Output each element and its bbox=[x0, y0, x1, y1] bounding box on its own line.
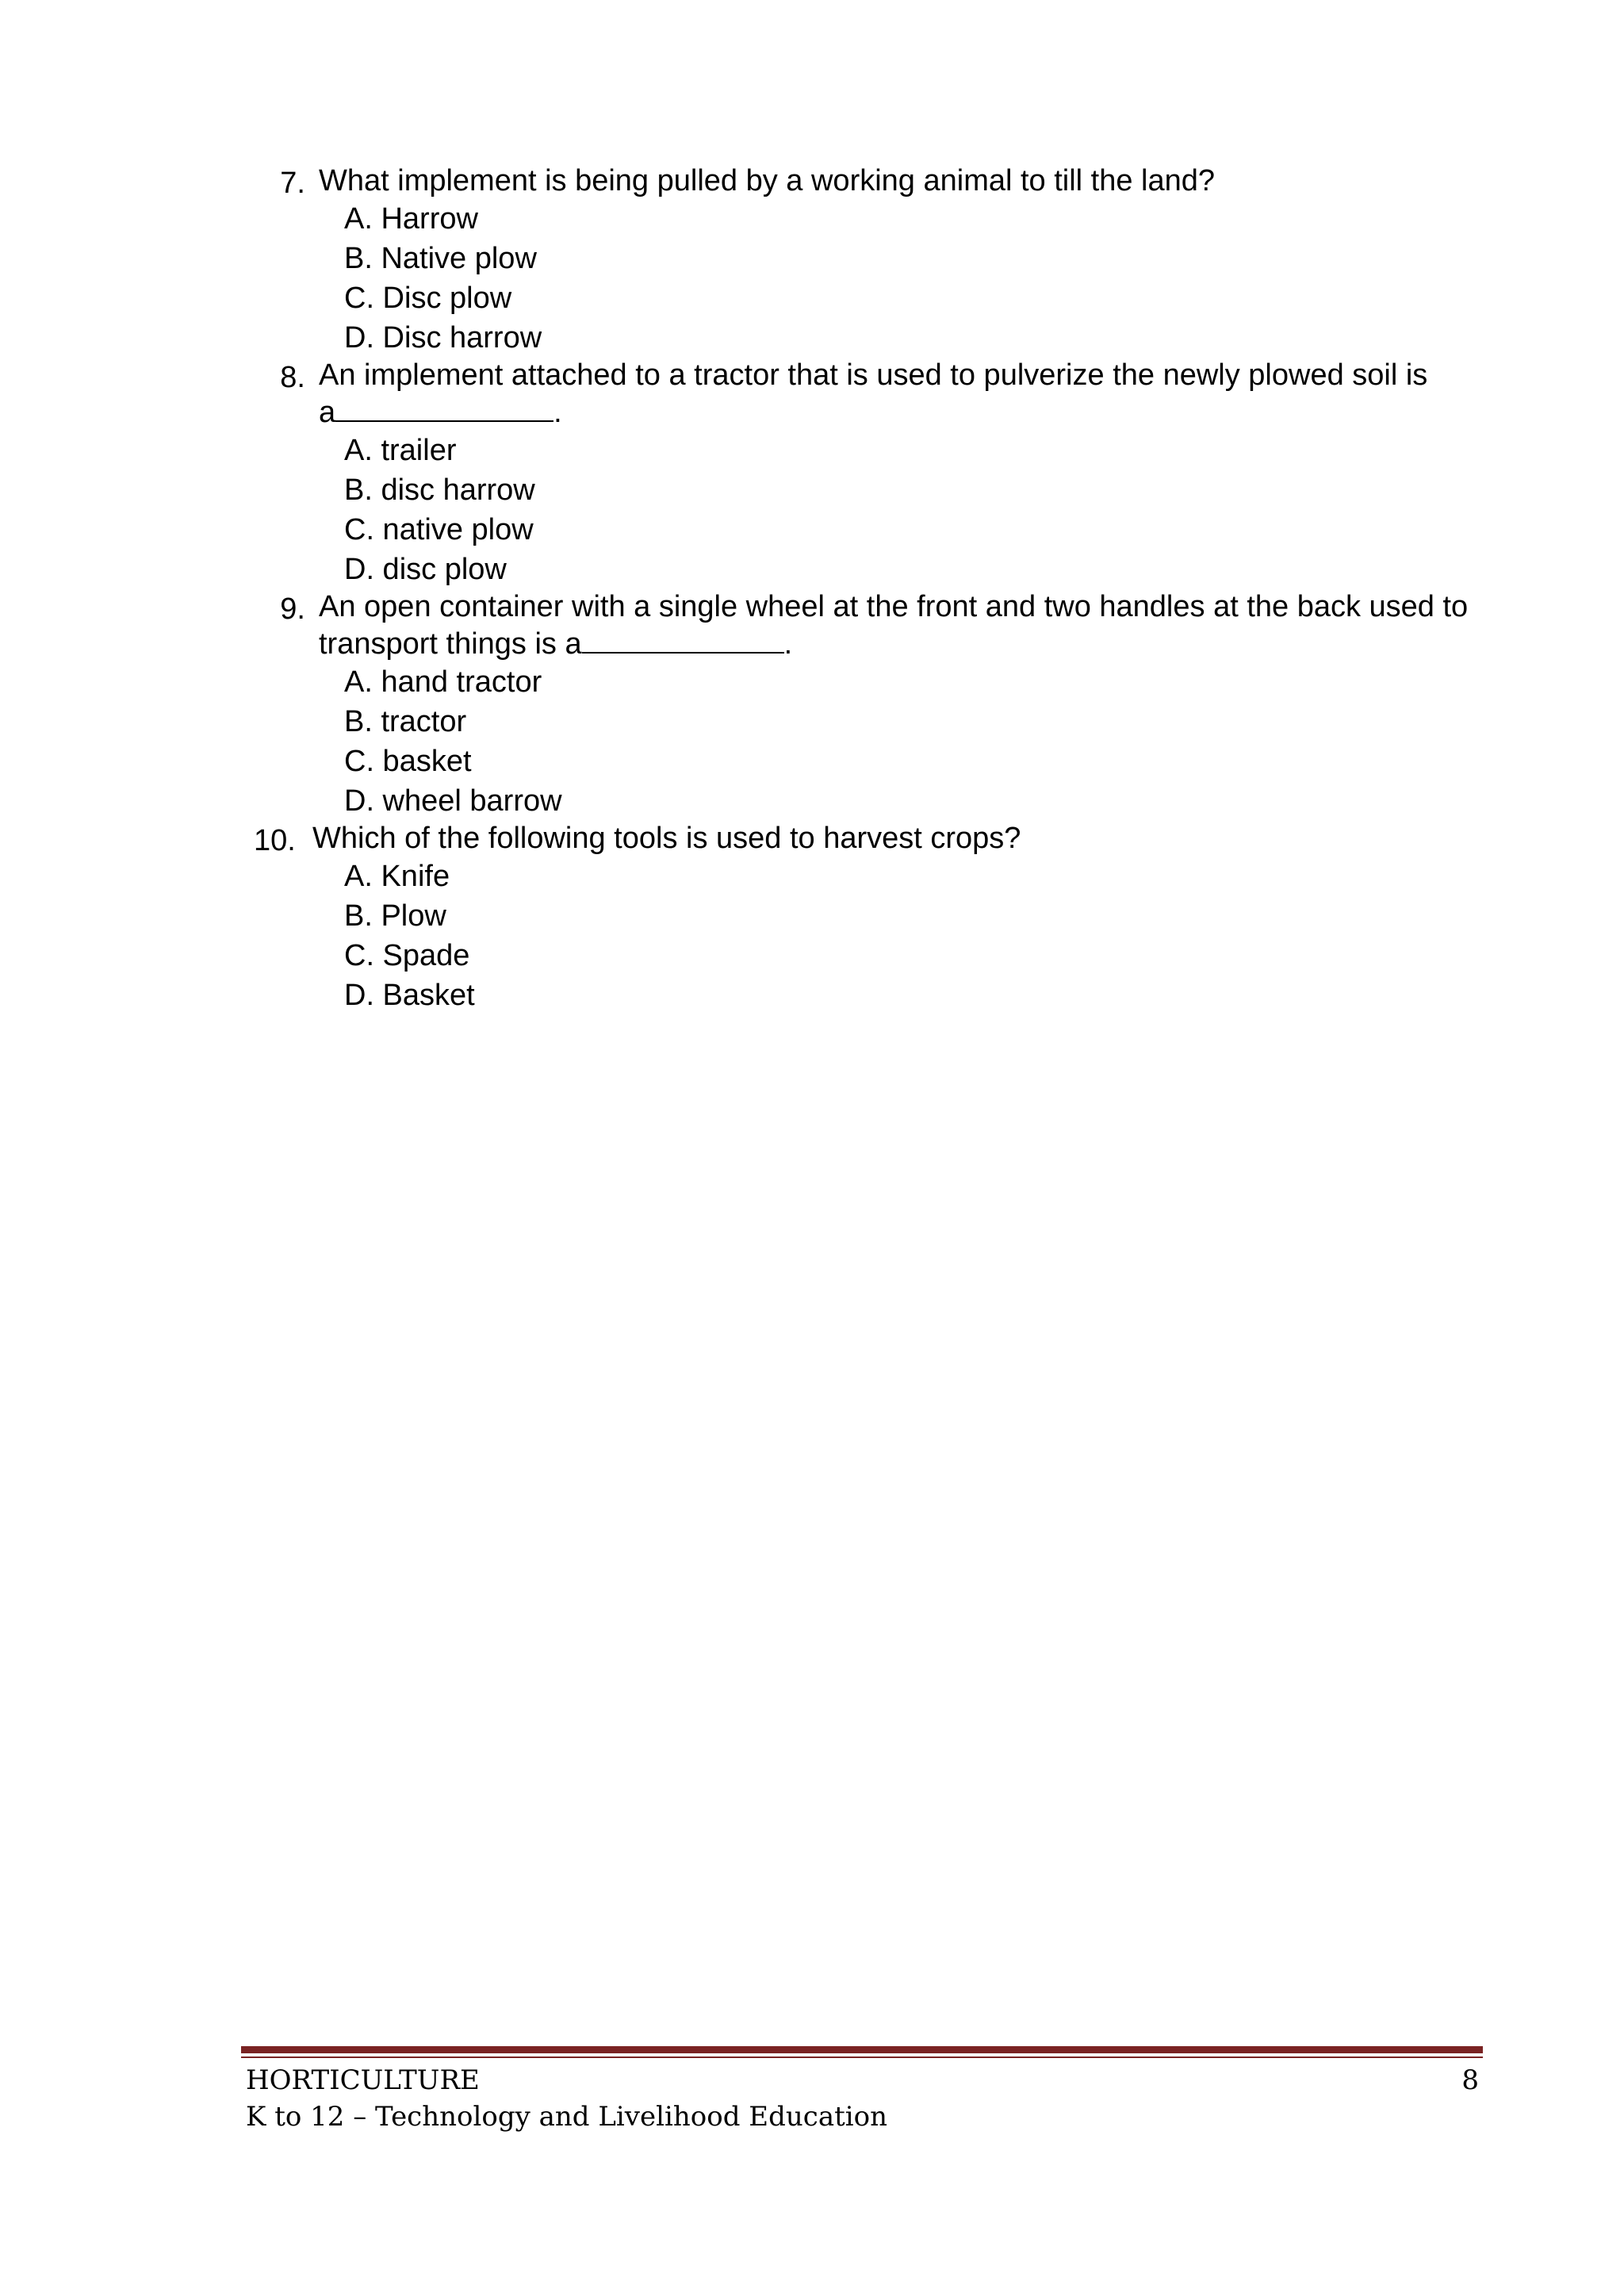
option-d: D. Disc harrow bbox=[344, 321, 542, 355]
question-number: 7. bbox=[280, 167, 305, 200]
option-a: A. hand tractor bbox=[344, 665, 542, 699]
option-d: D. wheel barrow bbox=[344, 784, 562, 818]
question-10 bbox=[254, 821, 1507, 1015]
option-d: D. Basket bbox=[344, 979, 475, 1012]
option-a: A. trailer bbox=[344, 434, 457, 467]
option-b: B. Plow bbox=[344, 899, 446, 933]
question-text-suffix: . bbox=[783, 627, 793, 661]
question-number: 10. bbox=[254, 824, 296, 857]
footer-divider bbox=[241, 2046, 1483, 2058]
question-text: Which of the following tools is used to harvest crops? bbox=[312, 822, 1021, 855]
question-text-line-2 bbox=[319, 393, 1475, 431]
question-7 bbox=[262, 163, 1507, 358]
option-list bbox=[344, 662, 1507, 821]
question-text: What implement is being pulled by a working animal to till the land? bbox=[319, 164, 1216, 197]
footer-subject: HORTICULTURE bbox=[246, 2064, 480, 2096]
option-c: C. Spade bbox=[344, 939, 470, 972]
option-b: B. disc harrow bbox=[344, 473, 535, 507]
question-list bbox=[254, 163, 1507, 1015]
page-number: 8 bbox=[1461, 2064, 1479, 2096]
question-text bbox=[319, 358, 1507, 431]
option-c: C. native plow bbox=[344, 513, 534, 546]
option-c: C. Disc plow bbox=[344, 282, 512, 315]
option-list bbox=[344, 431, 1507, 589]
answer-blank bbox=[582, 625, 784, 654]
question-text-line-1: An open container with a single wheel at the front and two handles at the back used to bbox=[319, 590, 1469, 623]
question-text-line-2 bbox=[319, 625, 1475, 662]
question-text-line-1: An implement attached to a tractor that is used to pulverize the newly plowed soil is bbox=[319, 358, 1428, 392]
footer-top-row bbox=[246, 2062, 1479, 2099]
option-list bbox=[344, 199, 1507, 358]
option-b: B. tractor bbox=[344, 705, 467, 738]
answer-blank bbox=[335, 393, 553, 422]
question-text bbox=[319, 589, 1507, 662]
footer-course: K to 12 – Technology and Livelihood Education bbox=[246, 2101, 887, 2133]
question-number: 9. bbox=[280, 592, 305, 626]
option-a: A. Harrow bbox=[344, 202, 478, 236]
option-c: C. basket bbox=[344, 745, 472, 778]
footer-divider-thick bbox=[241, 2046, 1483, 2053]
footer-divider-thin bbox=[241, 2056, 1483, 2058]
question-text-suffix: . bbox=[553, 396, 562, 429]
question-text-prefix: transport things is a bbox=[319, 627, 582, 661]
option-d: D. disc plow bbox=[344, 553, 507, 586]
page-footer bbox=[246, 2062, 1479, 2135]
option-a: A. Knife bbox=[344, 860, 450, 893]
question-number: 8. bbox=[280, 361, 305, 394]
question-8 bbox=[262, 358, 1507, 589]
question-9 bbox=[262, 589, 1507, 821]
option-list bbox=[344, 857, 1507, 1015]
question-text-prefix: a bbox=[319, 396, 336, 429]
option-b: B. Native plow bbox=[344, 242, 537, 275]
